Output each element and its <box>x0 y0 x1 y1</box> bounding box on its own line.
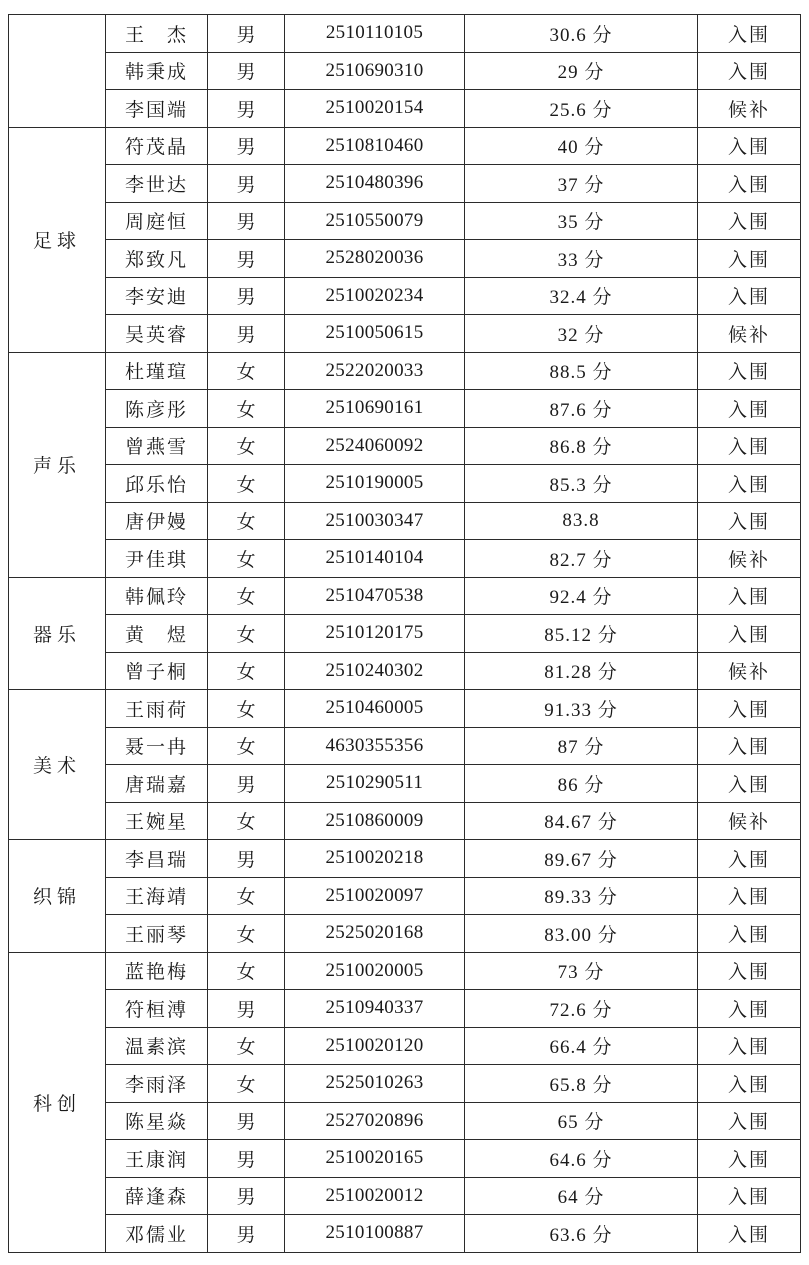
table-row <box>9 465 801 503</box>
gender-cell: 男 <box>208 240 285 278</box>
gender-cell: 女 <box>208 577 285 615</box>
score-cell: 66.4 分 <box>465 1027 698 1065</box>
score-cell: 84.67 分 <box>465 802 698 840</box>
status-cell: 入围 <box>698 390 801 428</box>
score-cell: 92.4 分 <box>465 577 698 615</box>
score-cell: 83.8 <box>465 502 698 540</box>
category-cell: 织锦 <box>9 840 106 953</box>
gender-cell: 女 <box>208 727 285 765</box>
table-row <box>9 315 801 353</box>
table-row <box>9 390 801 428</box>
gender-cell: 女 <box>208 427 285 465</box>
results-table-container <box>8 14 800 1253</box>
table-row <box>9 1140 801 1178</box>
table-row <box>9 127 801 165</box>
gender-cell: 男 <box>208 765 285 803</box>
name-cell: 王海靖 <box>106 877 208 915</box>
id-number-cell: 2510120175 <box>285 615 465 653</box>
score-cell: 83.00 分 <box>465 915 698 953</box>
id-number-cell: 2524060092 <box>285 427 465 465</box>
name-cell: 唐瑞嘉 <box>106 765 208 803</box>
results-table-body <box>9 15 801 1253</box>
score-cell: 37 分 <box>465 165 698 203</box>
gender-cell: 男 <box>208 315 285 353</box>
score-cell: 72.6 分 <box>465 990 698 1028</box>
name-cell: 王婉星 <box>106 802 208 840</box>
name-cell: 蓝艳梅 <box>106 952 208 990</box>
status-cell: 入围 <box>698 1102 801 1140</box>
status-cell: 入围 <box>698 502 801 540</box>
gender-cell: 女 <box>208 465 285 503</box>
name-cell: 李国端 <box>106 90 208 128</box>
id-number-cell: 2510810460 <box>285 127 465 165</box>
score-cell: 64.6 分 <box>465 1140 698 1178</box>
gender-cell: 女 <box>208 352 285 390</box>
table-row <box>9 1102 801 1140</box>
status-cell: 候补 <box>698 90 801 128</box>
gender-cell: 女 <box>208 690 285 728</box>
name-cell: 王雨荷 <box>106 690 208 728</box>
gender-cell: 男 <box>208 15 285 53</box>
name-cell: 唐伊嫚 <box>106 502 208 540</box>
table-row <box>9 502 801 540</box>
table-row <box>9 915 801 953</box>
id-number-cell: 2510020154 <box>285 90 465 128</box>
gender-cell: 女 <box>208 877 285 915</box>
gender-cell: 男 <box>208 52 285 90</box>
score-cell: 87 分 <box>465 727 698 765</box>
category-cell: 声乐 <box>9 352 106 577</box>
category-cell: 科创 <box>9 952 106 1252</box>
id-number-cell: 2510140104 <box>285 540 465 578</box>
status-cell: 入围 <box>698 1140 801 1178</box>
id-number-cell: 2525010263 <box>285 1065 465 1103</box>
id-number-cell: 2510550079 <box>285 202 465 240</box>
score-cell: 91.33 分 <box>465 690 698 728</box>
table-row <box>9 352 801 390</box>
gender-cell: 男 <box>208 840 285 878</box>
gender-cell: 男 <box>208 90 285 128</box>
id-number-cell: 2510020165 <box>285 1140 465 1178</box>
gender-cell: 女 <box>208 802 285 840</box>
name-cell: 符茂晶 <box>106 127 208 165</box>
status-cell: 入围 <box>698 577 801 615</box>
status-cell: 入围 <box>698 727 801 765</box>
id-number-cell: 2510100887 <box>285 1215 465 1253</box>
score-cell: 86.8 分 <box>465 427 698 465</box>
score-cell: 82.7 分 <box>465 540 698 578</box>
table-row <box>9 990 801 1028</box>
table-row <box>9 952 801 990</box>
score-cell: 81.28 分 <box>465 652 698 690</box>
id-number-cell: 2510020234 <box>285 277 465 315</box>
gender-cell: 女 <box>208 915 285 953</box>
status-cell: 入围 <box>698 690 801 728</box>
status-cell: 入围 <box>698 952 801 990</box>
gender-cell: 女 <box>208 1027 285 1065</box>
gender-cell: 女 <box>208 652 285 690</box>
status-cell: 入围 <box>698 352 801 390</box>
score-cell: 32.4 分 <box>465 277 698 315</box>
gender-cell: 男 <box>208 990 285 1028</box>
score-cell: 86 分 <box>465 765 698 803</box>
table-row <box>9 615 801 653</box>
gender-cell: 男 <box>208 1215 285 1253</box>
status-cell: 入围 <box>698 427 801 465</box>
gender-cell: 男 <box>208 127 285 165</box>
score-cell: 65.8 分 <box>465 1065 698 1103</box>
score-cell: 88.5 分 <box>465 352 698 390</box>
gender-cell: 男 <box>208 1140 285 1178</box>
table-row <box>9 15 801 53</box>
table-row <box>9 840 801 878</box>
id-number-cell: 2510940337 <box>285 990 465 1028</box>
name-cell: 吴英睿 <box>106 315 208 353</box>
status-cell: 候补 <box>698 652 801 690</box>
gender-cell: 男 <box>208 277 285 315</box>
results-table <box>8 14 801 1253</box>
name-cell: 黄 煜 <box>106 615 208 653</box>
score-cell: 33 分 <box>465 240 698 278</box>
status-cell: 入围 <box>698 1177 801 1215</box>
score-cell: 25.6 分 <box>465 90 698 128</box>
table-row <box>9 240 801 278</box>
status-cell: 入围 <box>698 52 801 90</box>
status-cell: 候补 <box>698 315 801 353</box>
category-cell: 美术 <box>9 690 106 840</box>
score-cell: 63.6 分 <box>465 1215 698 1253</box>
status-cell: 候补 <box>698 802 801 840</box>
status-cell: 入围 <box>698 202 801 240</box>
name-cell: 李安迪 <box>106 277 208 315</box>
score-cell: 65 分 <box>465 1102 698 1140</box>
id-number-cell: 2525020168 <box>285 915 465 953</box>
score-cell: 29 分 <box>465 52 698 90</box>
id-number-cell: 2522020033 <box>285 352 465 390</box>
status-cell: 入围 <box>698 465 801 503</box>
name-cell: 王 杰 <box>106 15 208 53</box>
gender-cell: 女 <box>208 390 285 428</box>
table-row <box>9 202 801 240</box>
id-number-cell: 2510460005 <box>285 690 465 728</box>
table-row <box>9 165 801 203</box>
name-cell: 李昌瑞 <box>106 840 208 878</box>
score-cell: 32 分 <box>465 315 698 353</box>
score-cell: 40 分 <box>465 127 698 165</box>
id-number-cell: 2510690161 <box>285 390 465 428</box>
table-row <box>9 727 801 765</box>
score-cell: 35 分 <box>465 202 698 240</box>
name-cell: 聂一冉 <box>106 727 208 765</box>
id-number-cell: 2510020097 <box>285 877 465 915</box>
table-row <box>9 52 801 90</box>
status-cell: 入围 <box>698 840 801 878</box>
name-cell: 邓儒业 <box>106 1215 208 1253</box>
name-cell: 韩秉成 <box>106 52 208 90</box>
name-cell: 周庭恒 <box>106 202 208 240</box>
gender-cell: 女 <box>208 952 285 990</box>
table-row <box>9 90 801 128</box>
status-cell: 入围 <box>698 765 801 803</box>
category-cell <box>9 15 106 128</box>
table-row <box>9 1027 801 1065</box>
name-cell: 陈彦彤 <box>106 390 208 428</box>
name-cell: 李雨泽 <box>106 1065 208 1103</box>
id-number-cell: 2510020120 <box>285 1027 465 1065</box>
gender-cell: 女 <box>208 540 285 578</box>
table-row <box>9 540 801 578</box>
id-number-cell: 2510480396 <box>285 165 465 203</box>
status-cell: 入围 <box>698 127 801 165</box>
category-cell: 足球 <box>9 127 106 352</box>
name-cell: 邱乐怡 <box>106 465 208 503</box>
gender-cell: 男 <box>208 165 285 203</box>
status-cell: 入围 <box>698 165 801 203</box>
id-number-cell: 2527020896 <box>285 1102 465 1140</box>
status-cell: 入围 <box>698 1065 801 1103</box>
name-cell: 曾燕雪 <box>106 427 208 465</box>
table-row <box>9 690 801 728</box>
score-cell: 85.12 分 <box>465 615 698 653</box>
score-cell: 85.3 分 <box>465 465 698 503</box>
table-row <box>9 1215 801 1253</box>
id-number-cell: 2510470538 <box>285 577 465 615</box>
table-row <box>9 802 801 840</box>
name-cell: 温素滨 <box>106 1027 208 1065</box>
gender-cell: 女 <box>208 502 285 540</box>
status-cell: 入围 <box>698 877 801 915</box>
id-number-cell: 2510860009 <box>285 802 465 840</box>
name-cell: 王康润 <box>106 1140 208 1178</box>
gender-cell: 女 <box>208 615 285 653</box>
name-cell: 李世达 <box>106 165 208 203</box>
name-cell: 薛逢森 <box>106 1177 208 1215</box>
id-number-cell: 2510290511 <box>285 765 465 803</box>
name-cell: 曾子桐 <box>106 652 208 690</box>
score-cell: 73 分 <box>465 952 698 990</box>
id-number-cell: 2510690310 <box>285 52 465 90</box>
table-row <box>9 277 801 315</box>
score-cell: 64 分 <box>465 1177 698 1215</box>
id-number-cell: 2510020005 <box>285 952 465 990</box>
id-number-cell: 2528020036 <box>285 240 465 278</box>
id-number-cell: 2510020218 <box>285 840 465 878</box>
name-cell: 符桓溥 <box>106 990 208 1028</box>
name-cell: 陈星焱 <box>106 1102 208 1140</box>
status-cell: 入围 <box>698 615 801 653</box>
table-row <box>9 765 801 803</box>
score-cell: 89.33 分 <box>465 877 698 915</box>
id-number-cell: 2510020012 <box>285 1177 465 1215</box>
status-cell: 入围 <box>698 990 801 1028</box>
id-number-cell: 4630355356 <box>285 727 465 765</box>
score-cell: 30.6 分 <box>465 15 698 53</box>
gender-cell: 男 <box>208 1102 285 1140</box>
status-cell: 入围 <box>698 1027 801 1065</box>
name-cell: 韩佩玲 <box>106 577 208 615</box>
score-cell: 87.6 分 <box>465 390 698 428</box>
gender-cell: 男 <box>208 1177 285 1215</box>
id-number-cell: 2510110105 <box>285 15 465 53</box>
score-cell: 89.67 分 <box>465 840 698 878</box>
status-cell: 入围 <box>698 915 801 953</box>
name-cell: 杜瑾瑄 <box>106 352 208 390</box>
table-row <box>9 1177 801 1215</box>
name-cell: 尹佳琪 <box>106 540 208 578</box>
status-cell: 入围 <box>698 240 801 278</box>
table-row <box>9 577 801 615</box>
id-number-cell: 2510240302 <box>285 652 465 690</box>
table-row <box>9 1065 801 1103</box>
status-cell: 候补 <box>698 540 801 578</box>
gender-cell: 女 <box>208 1065 285 1103</box>
name-cell: 郑致凡 <box>106 240 208 278</box>
name-cell: 王丽琴 <box>106 915 208 953</box>
status-cell: 入围 <box>698 15 801 53</box>
status-cell: 入围 <box>698 1215 801 1253</box>
gender-cell: 男 <box>208 202 285 240</box>
table-row <box>9 427 801 465</box>
id-number-cell: 2510030347 <box>285 502 465 540</box>
id-number-cell: 2510190005 <box>285 465 465 503</box>
table-row <box>9 652 801 690</box>
status-cell: 入围 <box>698 277 801 315</box>
category-cell: 器乐 <box>9 577 106 690</box>
table-row <box>9 877 801 915</box>
id-number-cell: 2510050615 <box>285 315 465 353</box>
